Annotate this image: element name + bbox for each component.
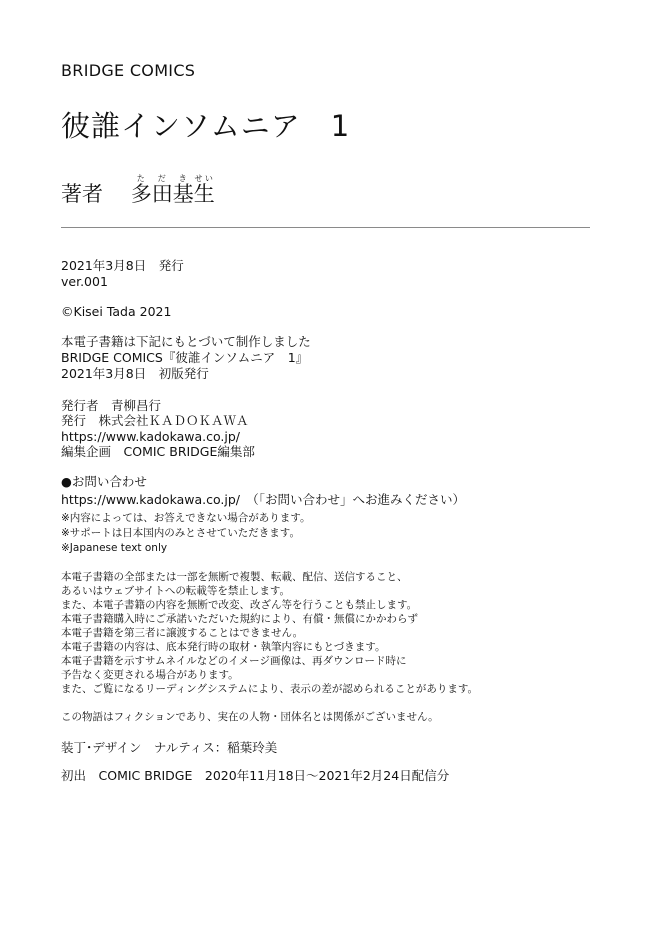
contact-heading: ●お問い合わせ	[61, 474, 147, 489]
imprint-label: BRIDGE COMICS	[61, 61, 196, 80]
publication-date: 2021年3月8日 発行	[61, 258, 184, 273]
contact-url[interactable]: https://www.kadokawa.co.jp/ （「お問い合わせ」へお進みください）	[61, 492, 465, 507]
first-appearance: 初出 COMIC BRIDGE 2020年11月18日～2021年2月24日配信分	[61, 768, 450, 783]
author-line	[61, 174, 215, 208]
legal-line: また、ご覧になるリーディングシステムにより、表示の差が認められることがあります。	[61, 683, 479, 695]
basis-line-2: BRIDGE COMICS『彼誰インソムニア 1』	[61, 350, 309, 365]
design-credit: 装丁･デザイン ナルティス：稲葉玲美	[61, 740, 278, 755]
publisher-url[interactable]: https://www.kadokawa.co.jp/	[61, 429, 240, 444]
legal-line: また、本電子書籍の内容を無断で改変、改ざん等を行うことも禁止します。	[61, 599, 418, 611]
book-title: 彼誰インソムニア 1	[61, 109, 351, 143]
legal-line: 本電子書籍購入時にご承諾いただいた規約により、有償・無償にかかわらず	[61, 613, 418, 625]
basis-line-1: 本電子書籍は下記にもとづいて制作しました	[61, 334, 311, 349]
legal-line: 予告なく変更される場合があります。	[61, 669, 239, 681]
legal-line: 本電子書籍を示すサムネイルなどのイメージ画像は、再ダウンロード時に	[61, 655, 407, 667]
basis-line-3: 2021年3月8日 初版発行	[61, 366, 209, 381]
copyright: ©Kisei Tada 2021	[61, 304, 172, 319]
legal-line: 本電子書籍を第三者に譲渡することはできません。	[61, 627, 304, 639]
legal-line: 本電子書籍の内容は、底本発行時の取材・執筆内容にもとづきます。	[61, 641, 386, 653]
editor: 編集企画 COMIC BRIDGE編集部	[61, 444, 255, 459]
publisher-name: 発行者 青柳昌行	[61, 398, 162, 413]
issuer: 発行 株式会社ＫＡＤＯＫＡＷＡ	[61, 413, 249, 428]
legal-line: あるいはウェブサイトへの転載等を禁止します。	[61, 585, 291, 597]
author-prefix: 著者	[61, 182, 103, 206]
fiction-notice: この物語はフィクションであり、実在の人物・団体名とは関係がございません。	[61, 711, 439, 723]
version: ver.001	[61, 274, 108, 289]
contact-note: ※サポートは日本国内のみとさせていただきます。	[61, 527, 300, 539]
author-name: 多た田だ基き生せい	[130, 174, 215, 206]
contact-note: ※Japanese text only	[61, 542, 168, 554]
contact-note: ※内容によっては、お答えできない場合があります。	[61, 512, 311, 524]
legal-line: 本電子書籍の全部または一部を無断で複製、転載、配信、送信すること、	[61, 571, 408, 583]
divider	[61, 227, 590, 228]
